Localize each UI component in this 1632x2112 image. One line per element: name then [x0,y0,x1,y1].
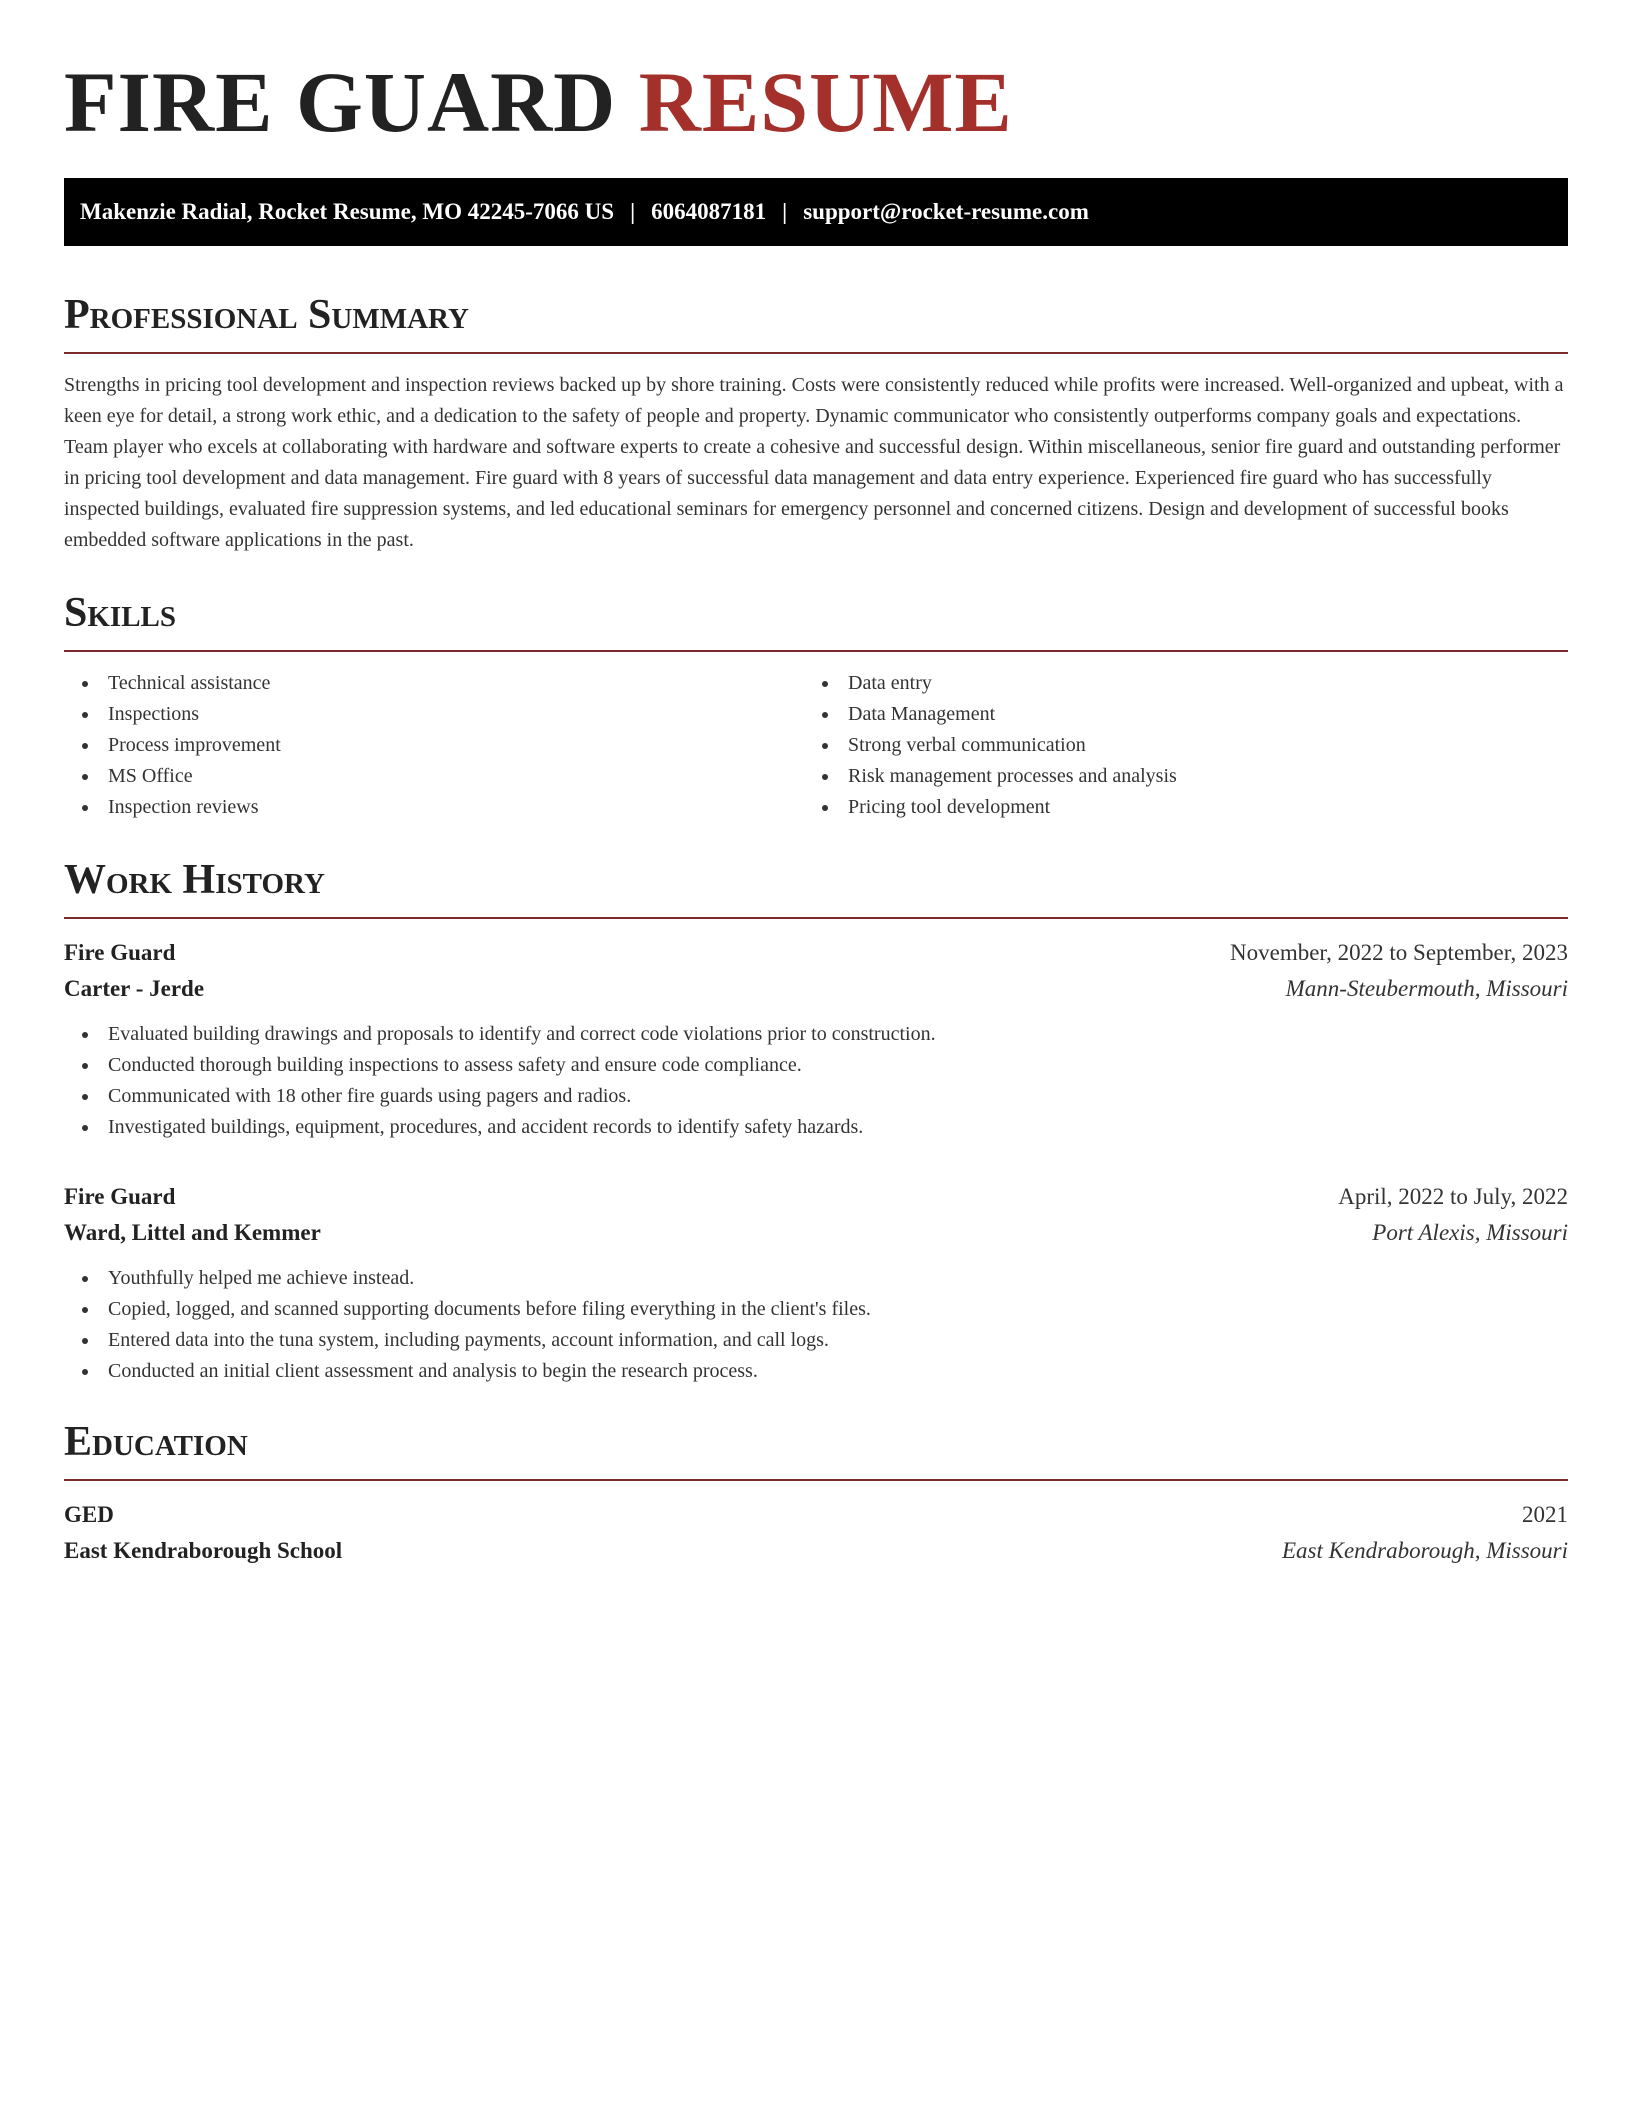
skill-item: Data Management [804,699,1544,730]
section-divider [64,352,1568,354]
job-company-row [64,971,1568,1007]
skill-item: MS Office [64,761,804,792]
job-duty-item: Entered data into the tuna system, including payments, account information, and call logs. [64,1325,1568,1356]
job-title: Fire Guard [64,1184,176,1209]
job-location: Port Alexis, Missouri [1372,1220,1568,1245]
title-accent: RESUME [638,54,1013,150]
contact-separator: | [630,199,636,224]
education-section [64,1417,1568,1569]
contact-phone: 6064087181 [651,199,767,224]
skill-item: Pricing tool development [804,792,1544,823]
skill-item: Data entry [804,668,1544,699]
skill-item: Strong verbal communication [804,730,1544,761]
skills-heading: Skills [64,590,177,636]
summary-heading: Professional Summary [64,292,469,338]
job-duty-item: Conducted thorough building inspections to assess safety and ensure code compliance. [64,1050,1568,1081]
job-header-row [64,1179,1568,1215]
skills-list-right [804,668,1544,823]
job-duty-item: Conducted an initial client assessment and analysis to begin the research process. [64,1356,1568,1387]
skill-item: Risk management processes and analysis [804,761,1544,792]
work-history-section [64,855,1568,1387]
job-header-row [64,935,1568,971]
job-company-row [64,1215,1568,1251]
skill-item: Inspections [64,699,804,730]
skills-grid [64,668,1568,823]
job-duty-item: Evaluated building drawings and proposals to identify and correct code violations prior to construction. [64,1019,1568,1050]
job-duty-item: Investigated buildings, equipment, procedures, and accident records to identify safety hazards. [64,1112,1568,1143]
education-header-row [64,1497,1568,1533]
job-entry [64,1179,1568,1387]
summary-text: Strengths in pricing tool development and inspection reviews backed up by shore training. Costs were consistently reduced while profits were increased. Well-organized and upbeat, with a keen eye for detail, a strong work ethic, and a dedication to the safety of people and property. Dynamic communicator who consistently outperforms company goals and expectations. Team player who excels at collaborating with hardware and software experts to create a cohesive and successful design. Within miscellaneous, senior fire guard and outstanding performer in pricing tool development and data management. Fire guard with 8 years of successful data management and data entry experience. Experienced fire guard who has successfully inspected buildings, evaluated fire suppression systems, and led educational seminars for emergency personnel and concerned citizens. Design and development of successful books embedded software applications in the past. [64,374,1564,551]
skills-list-left [64,668,804,823]
skill-item: Process improvement [64,730,804,761]
education-entry [64,1497,1568,1569]
title-main: FIRE GUARD [64,54,617,150]
job-duty-item: Youthfully helped me achieve instead. [64,1263,1568,1294]
job-title: Fire Guard [64,940,176,965]
resume-title [64,52,1568,152]
job-duty-item: Copied, logged, and scanned supporting documents before filing everything in the client's files. [64,1294,1568,1325]
contact-address: Makenzie Radial, Rocket Resume, MO 42245-7066 US [80,199,615,224]
education-school: East Kendraborough School [64,1538,343,1563]
summary-section [64,290,1568,556]
contact-email: support@rocket-resume.com [803,199,1089,224]
skills-section [64,588,1568,823]
section-divider [64,1479,1568,1481]
job-duties-list [64,1263,1568,1387]
job-company: Carter - Jerde [64,976,205,1001]
job-duty-item: Communicated with 18 other fire guards using pagers and radios. [64,1081,1568,1112]
job-dates: April, 2022 to July, 2022 [1338,1184,1568,1209]
contact-separator: | [782,199,788,224]
education-location: East Kendraborough, Missouri [1281,1538,1568,1563]
job-duties-list [64,1019,1568,1143]
skill-item: Technical assistance [64,668,804,699]
education-year: 2021 [1522,1502,1568,1527]
job-company: Ward, Littel and Kemmer [64,1220,321,1245]
education-degree: GED [64,1502,114,1527]
work-history-heading: Work History [64,857,325,903]
job-location: Mann-Steubermouth, Missouri [1285,976,1568,1001]
contact-bar [64,178,1568,246]
education-heading: Education [64,1419,248,1465]
job-entry [64,935,1568,1143]
skill-item: Inspection reviews [64,792,804,823]
job-dates: November, 2022 to September, 2023 [1230,940,1568,965]
section-divider [64,917,1568,919]
section-divider [64,650,1568,652]
education-school-row [64,1533,1568,1569]
